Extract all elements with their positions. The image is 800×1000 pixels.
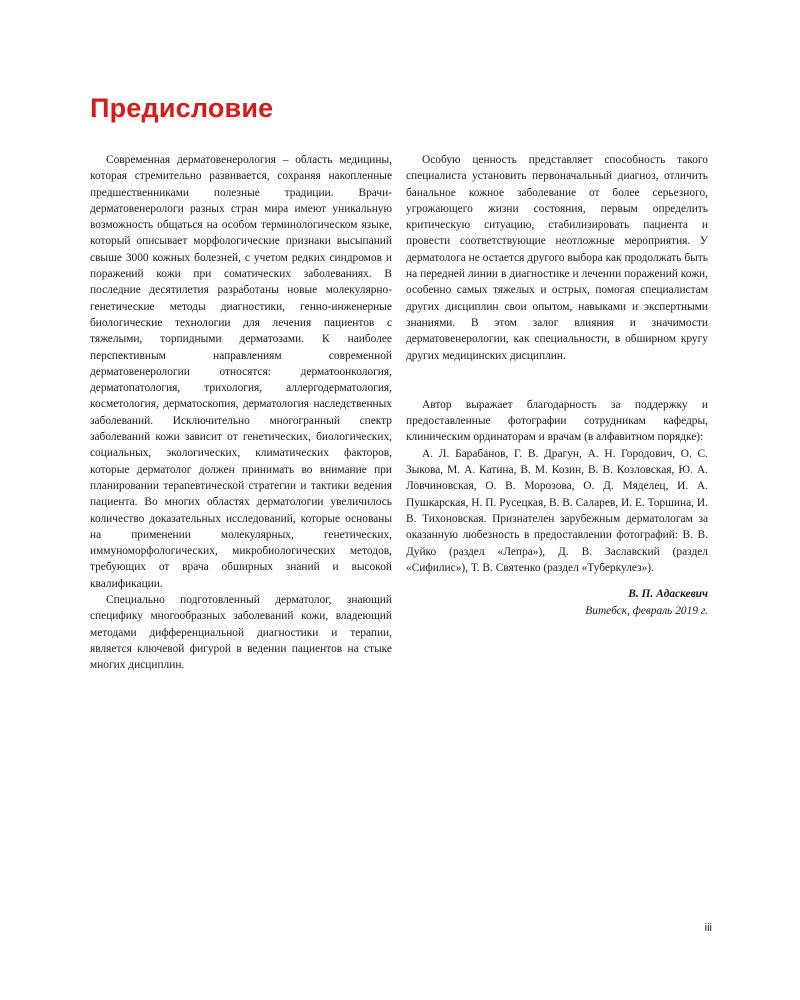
intro-paragraph: Современная дерматовенерология – область медицины, которая стремительно развивается, сохраняя накопленные предшественниками полезные традиции. Врачи-дерматовенерологи разных стран мира имеют уникальную возможность общаться на особом терминологическом языке, который описывает морфологические признаки высыпаний свыше 3000 кожных болезней, с учетом редких синдромов и поражений кожи при соматических заболеваниях. В последние десятилетия разработаны новые молекулярно-генетические методы диагностики, генно-инженерные биологические технологии для лечения пациентов с тяжелыми, торпидными дерматозами. К наиболее перспективным направлениям современной дерматовенерологии относятся: дерматоонкология, дерматопатология, трихология, аллергодерматология, косметология, дерматоскопия, дерматология наследственных заболеваний. Исключительно многогранный спектр заболеваний кожи зависит от генетических, биологических, социальных, экологических, климатических факторов, которые дерматолог должен принимать во внимание при планировании терапевтической стратегии и тактики ведения пациента. Во многих областях дерматологии увеличилось количество доказательных исследований, которые основаны на применении молекулярных, генетических, иммуноморфологических, микробиологических методов, требующих от врача обширных знаний и высокой квалификации.: [90, 154, 392, 590]
signature-place-date: Витебск, февраль 2019 г.: [585, 605, 708, 618]
left-column: [90, 152, 392, 674]
signature-block: [406, 586, 708, 620]
value-paragraph: Особую ценность представляет способность такого специалиста установить первоначальный диагноз, отличить банальное кожное заболевание от более серьезного, угрожающего жизни состояния, первым определить критическую ситуацию, стабилизировать пациента и провести соответствующие неотложные мероприятия. У дерматолога не остается другого выбора как продолжать быть на передней линии в диагностике и лечении поражений кожи, особенно самых тяжелых и острых, помогая специалистам других дисциплин свои опытом, навыками и экспертными знаниями. В этом залог влияния и значимости дерматовенерологии, как специальности, в обширном кругу других медицинских дисциплин.: [406, 154, 708, 362]
paragraph-spacer: [406, 364, 708, 397]
signature-author: В. П. Адаскевич: [628, 588, 708, 601]
page-title: Предисловие: [90, 93, 274, 123]
acknowledgement-paragraph: Автор выражает благодарность за поддержку и предоставленные фотографии сотрудникам кафедры, клиническим ординаторам и врачам (в алфавитном порядке):: [406, 398, 708, 444]
right-column: [406, 152, 708, 620]
specialist-paragraph: Специально подготовленный дерматолог, знающий специфику многообразных заболеваний кожи, владеющий методами дифференциальной диагностики и терапии, является ключевой фигурой в ведении пациентов на стыке многих дисциплин.: [90, 594, 392, 672]
page-number: iii: [704, 922, 712, 934]
acknowledged-names: А. Л. Барабанов, Г. В. Драгун, А. Н. Городович, О. С. Зыкова, М. А. Катина, В. М. Козин, В. В. Козловская, Ю. А. Ловчиновская, О. В. Морозова, О. Д. Мяделец, И. А. Пушкарская, Н. П. Русецкая, В. В. Саларев, И. Е. Торшина, И. В. Тихоновская. Признателен зарубежным дерматологам за оказанную любезность в предоставлении фотографий: В. В. Дуйко (раздел «Лепра»), Д. В. Заславский (раздел «Сифилис»), Т. В. Святенко (раздел «Туберкулез»).: [406, 447, 708, 574]
